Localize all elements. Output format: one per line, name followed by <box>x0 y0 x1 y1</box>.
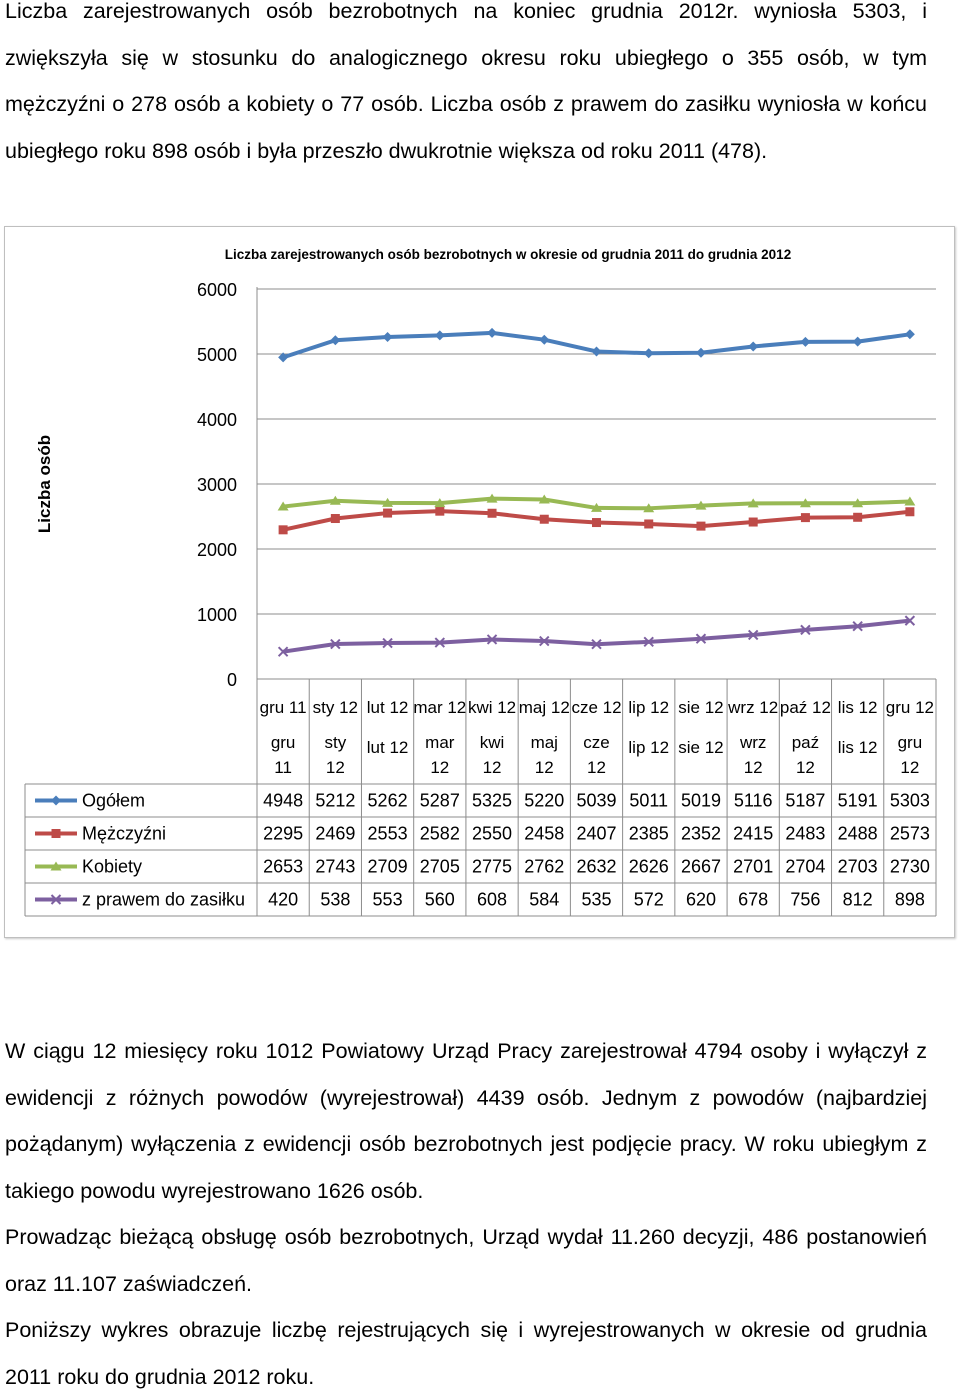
data-point <box>330 335 340 345</box>
data-table-cell: 5116 <box>733 790 773 811</box>
data-table-cell: 5187 <box>785 790 826 811</box>
data-table-cell: 2704 <box>785 856 826 877</box>
data-point <box>905 507 914 516</box>
y-axis-label: Liczba osób <box>35 434 54 534</box>
data-table-cell: 5019 <box>680 790 721 811</box>
data-point <box>853 513 862 522</box>
y-tick-label: 4000 <box>196 410 237 430</box>
data-point <box>383 332 393 342</box>
data-table-cell: 2352 <box>680 823 721 844</box>
series-name: Ogółem <box>82 790 146 811</box>
data-table-cell: 2626 <box>628 856 669 877</box>
x-tick-label: wrz 12 <box>728 698 779 717</box>
data-table-cell: 2469 <box>315 823 356 844</box>
table-header-cell: gru 12 <box>897 733 923 777</box>
data-table-cell: 2743 <box>315 856 356 877</box>
data-point <box>696 522 705 531</box>
data-table-cell: 5191 <box>837 790 878 811</box>
table-header-cell: lis 12 <box>837 738 878 757</box>
data-table-cell: 608 <box>477 889 508 910</box>
data-table-cell: 2415 <box>733 823 774 844</box>
x-tick-label: gru 12 <box>885 698 934 717</box>
data-table-cell: 535 <box>581 889 612 910</box>
data-table-cell: 572 <box>633 889 664 910</box>
x-tick-label: cze 12 <box>571 698 622 717</box>
table-header-cell: cze 12 <box>583 733 610 777</box>
data-table-cell: 420 <box>268 889 299 910</box>
data-table-cell: 2582 <box>419 823 460 844</box>
x-tick-label: paź 12 <box>779 698 831 717</box>
y-tick-label: 2000 <box>196 540 237 560</box>
table-header-cell: wrz 12 <box>739 733 767 777</box>
series-line-4 <box>283 621 910 652</box>
x-tick-label: maj 12 <box>518 698 570 717</box>
data-table-cell: 4948 <box>263 790 304 811</box>
data-table-cell: 2703 <box>837 856 878 877</box>
data-point <box>488 509 497 518</box>
data-table-cell: 5262 <box>367 790 408 811</box>
data-table-cell: 2632 <box>576 856 617 877</box>
x-tick-label: sty 12 <box>312 698 359 717</box>
legend-key-marker <box>52 829 61 838</box>
data-table-cell: 2701 <box>733 856 774 877</box>
data-table-cell: 2730 <box>889 856 930 877</box>
table-header-cell: maj 12 <box>530 733 558 777</box>
y-tick-label: 3000 <box>196 475 237 495</box>
data-table-cell: 560 <box>424 889 455 910</box>
table-header-cell: lip 12 <box>628 738 670 757</box>
data-point <box>696 348 706 358</box>
table-header-cell: paź 12 <box>791 733 820 777</box>
table-header-cell: mar 12 <box>425 733 455 777</box>
series-name: Kobiety <box>82 856 143 877</box>
data-table-cell: 5212 <box>315 790 356 811</box>
data-point <box>592 518 601 527</box>
data-point <box>279 525 288 534</box>
y-tick-label: 6000 <box>196 280 237 300</box>
intro-text: Liczba zarejestrowanych osób bezrobotnych na koniec grudnia 2012r. wyniosła 5303, i zwiększyła się w stosunku do analogicznego okresu roku ubiegłego o 355 osób, w tym mężczyźni o 278 osób a kobiety o 77 osób. Liczba osób z prawem do zasiłku wyniosła w końcu ubiegłego roku 898 osób i była przeszło dwukrotnie większa od roku 2011 (478). <box>5 0 927 163</box>
x-tick-label: lut 12 <box>366 698 409 717</box>
data-table-cell: 553 <box>372 889 403 910</box>
data-table-cell: 2295 <box>263 823 304 844</box>
data-table-cell: 2667 <box>680 856 721 877</box>
table-header-cell: sty 12 <box>324 733 347 777</box>
data-table-cell: 812 <box>842 889 873 910</box>
data-point <box>801 513 810 522</box>
data-table-cell: 678 <box>738 889 769 910</box>
data-point <box>749 518 758 527</box>
data-point <box>905 329 915 339</box>
data-table-cell: 538 <box>320 889 351 910</box>
table-header-cell: sie 12 <box>678 738 724 757</box>
data-table-cell: 898 <box>894 889 925 910</box>
data-table-cell: 620 <box>685 889 716 910</box>
y-tick-label: 0 <box>226 670 237 690</box>
data-point <box>331 514 340 523</box>
data-table-cell: 2775 <box>472 856 513 877</box>
y-tick-label: 1000 <box>196 605 237 625</box>
data-table-cell: 2483 <box>785 823 826 844</box>
table-header-cell: lut 12 <box>366 738 409 757</box>
data-point <box>435 330 445 340</box>
x-tick-label: lip 12 <box>628 698 670 717</box>
data-point <box>644 519 653 528</box>
data-table-cell: 5220 <box>524 790 565 811</box>
x-tick-label: mar 12 <box>413 698 467 717</box>
line-chart <box>5 227 956 939</box>
x-tick-label: kwi 12 <box>467 698 517 717</box>
legend-key-marker <box>51 796 61 806</box>
data-table-cell: 5325 <box>472 790 513 811</box>
x-tick-label: lis 12 <box>837 698 878 717</box>
outro-paragraph-3: Poniższy wykres obrazuje liczbę rejestrujących się i wyrejestrowanych w okresie od grudnia 2011 roku do grudnia 2012 roku. <box>5 1318 927 1389</box>
data-table-cell: 2762 <box>524 856 565 877</box>
x-tick-label: sie 12 <box>678 698 724 717</box>
data-table-cell: 2573 <box>889 823 930 844</box>
data-table-cell: 5011 <box>629 790 669 811</box>
chart-title: Liczba zarejestrowanych osób bezrobotnych w okresie od grudnia 2011 do grudnia 2012 <box>224 247 792 262</box>
data-table-cell: 756 <box>790 889 821 910</box>
data-table-cell: 2458 <box>524 823 565 844</box>
data-point <box>539 335 549 345</box>
data-table-cell: 2553 <box>367 823 408 844</box>
data-table-cell: 2550 <box>472 823 513 844</box>
series-name: z prawem do zasiłku <box>82 889 246 910</box>
data-point <box>644 348 654 358</box>
outro-paragraph-1: W ciągu 12 miesięcy roku 1012 Powiatowy Urząd Pracy zarejestrował 4794 osoby i wyłączył z ewidencji z różnych powodów (wyrejestrował) 4439 osób. Jednym z powodów (najbardziej pożądanym) wyłączenia z ewidencji osób bezrobotnych jest podjęcie pracy. W roku ubiegłym z takiego powodu wyrejestrowano 1626 osób. <box>5 1039 927 1203</box>
data-point <box>435 507 444 516</box>
data-point <box>383 509 392 518</box>
table-header-cell: gru 11 <box>270 733 296 777</box>
data-table-cell: 2653 <box>263 856 304 877</box>
data-table-cell: 2407 <box>576 823 617 844</box>
data-table-cell: 584 <box>529 889 560 910</box>
data-table-cell: 5039 <box>576 790 617 811</box>
table-header-cell: kwi 12 <box>479 733 505 777</box>
data-point <box>592 346 602 356</box>
x-tick-label: gru 11 <box>259 698 307 717</box>
data-point <box>800 337 810 347</box>
outro-paragraph-2: Prowadząc bieżącą obsługę osób bezrobotnych, Urząd wydał 11.260 decyzji, 486 postanowień oraz 11.107 zaświadczeń. <box>5 1225 927 1296</box>
chart-frame <box>4 226 955 938</box>
data-point <box>853 337 863 347</box>
series-name: Mężczyźni <box>82 823 167 844</box>
data-table-cell: 2488 <box>837 823 878 844</box>
data-table-cell: 5287 <box>419 790 460 811</box>
y-tick-label: 5000 <box>196 345 237 365</box>
data-point <box>487 328 497 338</box>
data-point <box>540 515 549 524</box>
data-point <box>748 341 758 351</box>
data-table-cell: 2709 <box>367 856 408 877</box>
outro-paragraphs <box>5 1028 927 1400</box>
intro-paragraph <box>5 0 927 174</box>
data-table-cell: 2705 <box>419 856 460 877</box>
data-table-cell: 2385 <box>628 823 669 844</box>
data-table-cell: 5303 <box>889 790 930 811</box>
